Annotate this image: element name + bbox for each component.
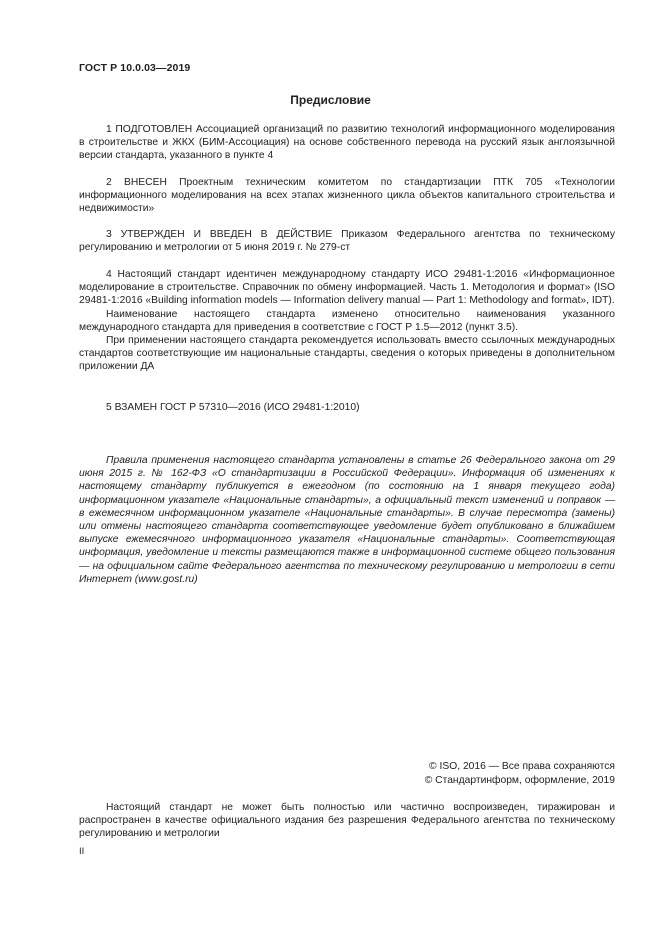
section-2-text: 2 ВНЕСЕН Проектным техническим комитетом по стандартизации ПТК 705 «Технологии информационного моделирования на всех этапах жизненного цикла объектов капитального строительства и недвижимости» [79,177,615,215]
section-5 [79,401,615,414]
section-4-text: 4 Настоящий стандарт идентичен международному стандарту ИСО 29481-1:2016 «Информационное моделирование в строительстве. Справочник по обмену информацией. Часть 1. Методология и формат» (ISO 29481-1:2016 «Building information models — Information delivery manual — Part 1: Methodology and format», IDT). [79,269,615,307]
section-1-text: 1 ПОДГОТОВЛЕН Ассоциацией организаций по развитию технологий информационного моделирования в строительстве и ЖКХ (БИМ-Ассоциация) на основе собственного перевода на русский язык англоязычной версии стандарта, указанного в пункте 4 [79,124,615,162]
copyright-standartinform: © Стандартинформ, оформление, 2019 [424,775,615,786]
copyright-iso: © ISO, 2016 — Все права сохраняются [429,761,615,772]
section-2 [79,176,615,216]
rules-notice [79,454,615,586]
section-4 [79,268,615,374]
section-5-text: 5 ВЗАМЕН ГОСТ Р 57310—2016 (ИСО 29481-1:2010) [106,402,360,413]
rules-notice-text: Правила применения настоящего стандарта установлены в статье 26 Федерального закона от 29 июня 2015 г. № 162-ФЗ «О стандартизации в Российской Федерации». Информация об изменениях к настоящему стандарту публикуется в ежегодном (по состоянию на 1 января текущего года) информационном указателе «Национальные стандарты», а официальный текст изменений и поправок — в ежемесячном информационном указателе «Национальные стандарты». В случае пересмотра (замены) или отмены настоящего стандарта соответствующее уведомление будет опубликовано в ближайшем выпуске ежемесячного информационного указателя «Национальные стандарты». Соответствующая информация, уведомление и тексты размещаются также в информационной системе общего пользования — на официальном сайте Федерального агентства по техническому регулированию и метрологии в сети Интернет (www.gost.ru) [79,455,615,585]
reproduction-notice-text: Настоящий стандарт не может быть полностью или частично воспроизведен, тиражирован и распространен в качестве официального издания без разрешения Федерального агентства по техническому регулированию и метрологии [79,802,615,840]
section-3-text: 3 УТВЕРЖДЕН И ВВЕДЕН В ДЕЙСТВИЕ Приказом Федерального агентства по техническому регулированию и метрологии от 5 июня 2019 г. № 279-ст [79,229,615,254]
page-number: II [79,846,85,857]
page-title: Предисловие [290,93,371,107]
document-code: ГОСТ Р 10.0.03—2019 [79,62,191,74]
section-1 [79,123,615,163]
section-4-usage-note: При применении настоящего стандарта рекомендуется использовать вместо ссылочных международных стандартов соответствующие им национальные стандарты, сведения о которых приведены в дополнительном приложении ДА [79,335,615,373]
reproduction-notice [79,801,615,841]
section-3 [79,228,615,254]
section-4-name-note: Наименование настоящего стандарта изменено относительно наименования указанного международного стандарта для приведения в соответствие с ГОСТ Р 1.5—2012 (пункт 3.5). [79,308,615,333]
